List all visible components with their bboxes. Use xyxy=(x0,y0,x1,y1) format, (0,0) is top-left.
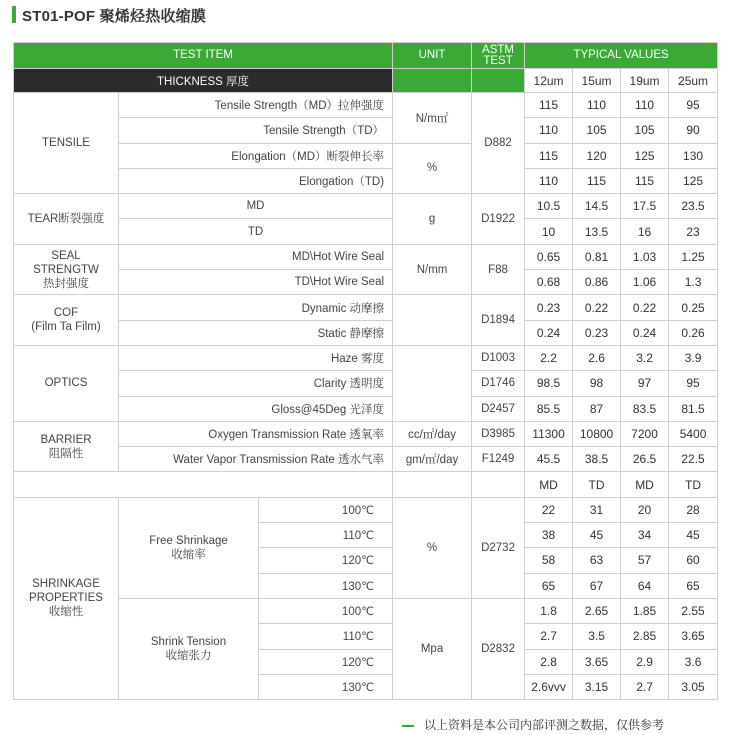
astm-cell: F88 xyxy=(472,244,525,295)
value-cell: 0.68 xyxy=(525,270,573,295)
value-cell: 2.9 xyxy=(621,649,669,674)
value-cell: 10.5 xyxy=(525,194,573,219)
value-cell: 83.5 xyxy=(621,396,669,421)
value-cell: 1.03 xyxy=(621,244,669,269)
table-row xyxy=(14,219,718,244)
value-cell: 2.7 xyxy=(525,624,573,649)
page-title: ST01-POF 聚烯烃热收缩膜 xyxy=(22,8,207,25)
thickness-value: 12um xyxy=(525,69,573,93)
value-cell: 1.85 xyxy=(621,598,669,623)
test-item-label: Tensile Strength（TD） xyxy=(119,118,393,143)
temperature-label: 100℃ xyxy=(259,598,393,623)
temperature-label: 100℃ xyxy=(259,497,393,522)
test-item-label: MD xyxy=(119,194,393,219)
temperature-label: 120℃ xyxy=(259,649,393,674)
value-cell: 34 xyxy=(621,523,669,548)
thickness-astm-blank xyxy=(472,69,525,93)
footnote xyxy=(402,716,664,733)
header-astm: ASTM TEST xyxy=(472,43,525,69)
direction-label: TD xyxy=(669,472,718,497)
value-cell: 23.5 xyxy=(669,194,718,219)
value-cell: 0.26 xyxy=(669,320,718,345)
test-item-label: Elongation（MD）断裂伸长率 xyxy=(119,143,393,168)
direction-label: MD xyxy=(621,472,669,497)
value-cell: 17.5 xyxy=(621,194,669,219)
temperature-label: 130℃ xyxy=(259,674,393,699)
value-cell: 0.23 xyxy=(573,320,621,345)
value-cell: 105 xyxy=(621,118,669,143)
blank-cell xyxy=(393,472,472,497)
header-test-item: TEST ITEM xyxy=(14,43,393,69)
astm-cell: F1249 xyxy=(472,447,525,472)
value-cell: 64 xyxy=(621,573,669,598)
value-cell: 98 xyxy=(573,371,621,396)
value-cell: 22.5 xyxy=(669,447,718,472)
header-typical-values: TYPICAL VALUES xyxy=(525,43,718,69)
value-cell: 3.05 xyxy=(669,674,718,699)
table-row xyxy=(14,598,718,623)
value-cell: 90 xyxy=(669,118,718,143)
thickness-value: 15um xyxy=(573,69,621,93)
value-cell: 3.9 xyxy=(669,345,718,370)
blank-cell xyxy=(14,472,393,497)
astm-cell: D1922 xyxy=(472,194,525,245)
unit-cell: g xyxy=(393,194,472,245)
thickness-row xyxy=(14,69,718,93)
unit-cell: gm/㎡/day xyxy=(393,447,472,472)
astm-cell: D1746 xyxy=(472,371,525,396)
value-cell: 20 xyxy=(621,497,669,522)
value-cell: 63 xyxy=(573,548,621,573)
value-cell: 45 xyxy=(573,523,621,548)
temperature-label: 110℃ xyxy=(259,523,393,548)
astm-cell: D2457 xyxy=(472,396,525,421)
value-cell: 65 xyxy=(669,573,718,598)
value-cell: 110 xyxy=(621,93,669,118)
value-cell: 7200 xyxy=(621,421,669,446)
value-cell: 98.5 xyxy=(525,371,573,396)
group-tear: TEAR断裂强度 xyxy=(14,194,119,245)
test-item-label: Gloss@45Deg 光泽度 xyxy=(119,396,393,421)
direction-label: TD xyxy=(573,472,621,497)
value-cell: 26.5 xyxy=(621,447,669,472)
unit-cell-empty xyxy=(393,295,472,346)
value-cell: 3.15 xyxy=(573,674,621,699)
table-row xyxy=(14,396,718,421)
value-cell: 125 xyxy=(621,143,669,168)
value-cell: 2.6vvv xyxy=(525,674,573,699)
value-cell: 1.3 xyxy=(669,270,718,295)
astm-cell: D2732 xyxy=(472,497,525,598)
table-row xyxy=(14,270,718,295)
value-cell: 0.22 xyxy=(573,295,621,320)
footnote-dash xyxy=(402,725,414,727)
unit-cell: % xyxy=(393,143,472,194)
table-row xyxy=(14,295,718,320)
value-cell: 45 xyxy=(669,523,718,548)
value-cell: 5400 xyxy=(669,421,718,446)
test-item-label: Dynamic 动摩擦 xyxy=(119,295,393,320)
value-cell: 1.25 xyxy=(669,244,718,269)
table-row xyxy=(14,447,718,472)
direction-row xyxy=(14,472,718,497)
table-row xyxy=(14,93,718,118)
value-cell: 60 xyxy=(669,548,718,573)
spec-table xyxy=(13,42,718,700)
value-cell: 2.2 xyxy=(525,345,573,370)
table-row xyxy=(14,371,718,396)
value-cell: 1.8 xyxy=(525,598,573,623)
value-cell: 0.81 xyxy=(573,244,621,269)
group-tensile: TENSILE xyxy=(14,93,119,194)
value-cell: 85.5 xyxy=(525,396,573,421)
astm-cell: D3985 xyxy=(472,421,525,446)
table-row xyxy=(14,244,718,269)
value-cell: 2.55 xyxy=(669,598,718,623)
value-cell: 115 xyxy=(573,168,621,193)
value-cell: 115 xyxy=(525,93,573,118)
value-cell: 11300 xyxy=(525,421,573,446)
value-cell: 2.8 xyxy=(525,649,573,674)
value-cell: 115 xyxy=(621,168,669,193)
value-cell: 3.6 xyxy=(669,649,718,674)
test-item-label: Clarity 透明度 xyxy=(119,371,393,396)
value-cell: 2.7 xyxy=(621,674,669,699)
value-cell: 14.5 xyxy=(573,194,621,219)
value-cell: 3.65 xyxy=(573,649,621,674)
unit-cell-empty xyxy=(393,345,472,421)
value-cell: 120 xyxy=(573,143,621,168)
table-row xyxy=(14,345,718,370)
value-cell: 2.6 xyxy=(573,345,621,370)
test-item-label: TD xyxy=(119,219,393,244)
table-row xyxy=(14,168,718,193)
thickness-unit-blank xyxy=(393,69,472,93)
value-cell: 10 xyxy=(525,219,573,244)
value-cell: 2.65 xyxy=(573,598,621,623)
thickness-value: 19um xyxy=(621,69,669,93)
value-cell: 28 xyxy=(669,497,718,522)
subgroup-free-shrinkage: Free Shrinkage 收缩率 xyxy=(119,497,259,598)
value-cell: 57 xyxy=(621,548,669,573)
title-accent-bar xyxy=(12,6,16,23)
value-cell: 10800 xyxy=(573,421,621,446)
value-cell: 0.22 xyxy=(621,295,669,320)
value-cell: 110 xyxy=(525,118,573,143)
temperature-label: 120℃ xyxy=(259,548,393,573)
value-cell: 105 xyxy=(573,118,621,143)
header-unit: UNIT xyxy=(393,43,472,69)
value-cell: 65 xyxy=(525,573,573,598)
direction-label: MD xyxy=(525,472,573,497)
astm-cell: D1894 xyxy=(472,295,525,346)
blank-cell xyxy=(472,472,525,497)
value-cell: 58 xyxy=(525,548,573,573)
group-barrier: BARRIER 阻隔性 xyxy=(14,421,119,472)
test-item-label: TD\Hot Wire Seal xyxy=(119,270,393,295)
table-row xyxy=(14,320,718,345)
value-cell: 38 xyxy=(525,523,573,548)
test-item-label: Elongation（TD) xyxy=(119,168,393,193)
group-cof: COF (Film Ta Film) xyxy=(14,295,119,346)
value-cell: 2.85 xyxy=(621,624,669,649)
unit-cell: N/m㎡ xyxy=(393,93,472,144)
test-item-label: Tensile Strength（MD）拉伸强度 xyxy=(119,93,393,118)
thickness-value: 25um xyxy=(669,69,718,93)
value-cell: 81.5 xyxy=(669,396,718,421)
value-cell: 16 xyxy=(621,219,669,244)
value-cell: 125 xyxy=(669,168,718,193)
table-row xyxy=(14,143,718,168)
table-row xyxy=(14,194,718,219)
test-item-label: Static 静摩擦 xyxy=(119,320,393,345)
unit-cell: cc/㎡/day xyxy=(393,421,472,446)
test-item-label: Oxygen Transmission Rate 透氧率 xyxy=(119,421,393,446)
test-item-label: MD\Hot Wire Seal xyxy=(119,244,393,269)
value-cell: 0.86 xyxy=(573,270,621,295)
value-cell: 110 xyxy=(573,93,621,118)
table-row xyxy=(14,497,718,522)
astm-cell: D882 xyxy=(472,93,525,194)
value-cell: 95 xyxy=(669,93,718,118)
temperature-label: 130℃ xyxy=(259,573,393,598)
value-cell: 3.65 xyxy=(669,624,718,649)
value-cell: 0.25 xyxy=(669,295,718,320)
value-cell: 22 xyxy=(525,497,573,522)
value-cell: 87 xyxy=(573,396,621,421)
value-cell: 0.24 xyxy=(621,320,669,345)
astm-cell: D1003 xyxy=(472,345,525,370)
value-cell: 95 xyxy=(669,371,718,396)
footnote-text: 以上资料是本公司内部评测之数据，仅供参考 xyxy=(424,718,665,732)
value-cell: 130 xyxy=(669,143,718,168)
group-seal-strength: SEAL STRENGTW 热封强度 xyxy=(14,244,119,295)
group-optics: OPTICS xyxy=(14,345,119,421)
value-cell: 67 xyxy=(573,573,621,598)
value-cell: 38.5 xyxy=(573,447,621,472)
thickness-label: THICKNESS 厚度 xyxy=(14,69,393,93)
value-cell: 3.2 xyxy=(621,345,669,370)
value-cell: 45.5 xyxy=(525,447,573,472)
unit-cell: Mpa xyxy=(393,598,472,699)
value-cell: 3.5 xyxy=(573,624,621,649)
value-cell: 0.24 xyxy=(525,320,573,345)
value-cell: 13.5 xyxy=(573,219,621,244)
header-row xyxy=(14,43,718,69)
value-cell: 97 xyxy=(621,371,669,396)
value-cell: 1.06 xyxy=(621,270,669,295)
value-cell: 23 xyxy=(669,219,718,244)
astm-cell: D2832 xyxy=(472,598,525,699)
value-cell: 31 xyxy=(573,497,621,522)
value-cell: 115 xyxy=(525,143,573,168)
table-row xyxy=(14,421,718,446)
table-row xyxy=(14,118,718,143)
subgroup-shrink-tension: Shrink Tension 收缩张力 xyxy=(119,598,259,699)
temperature-label: 110℃ xyxy=(259,624,393,649)
value-cell: 110 xyxy=(525,168,573,193)
value-cell: 0.65 xyxy=(525,244,573,269)
unit-cell: % xyxy=(393,497,472,598)
group-shrinkage: SHRINKAGE PROPERTIES 收缩性 xyxy=(14,497,119,699)
value-cell: 0.23 xyxy=(525,295,573,320)
unit-cell: N/mm xyxy=(393,244,472,295)
test-item-label: Haze 雾度 xyxy=(119,345,393,370)
test-item-label: Water Vapor Transmission Rate 透水气率 xyxy=(119,447,393,472)
spec-sheet xyxy=(13,42,718,700)
